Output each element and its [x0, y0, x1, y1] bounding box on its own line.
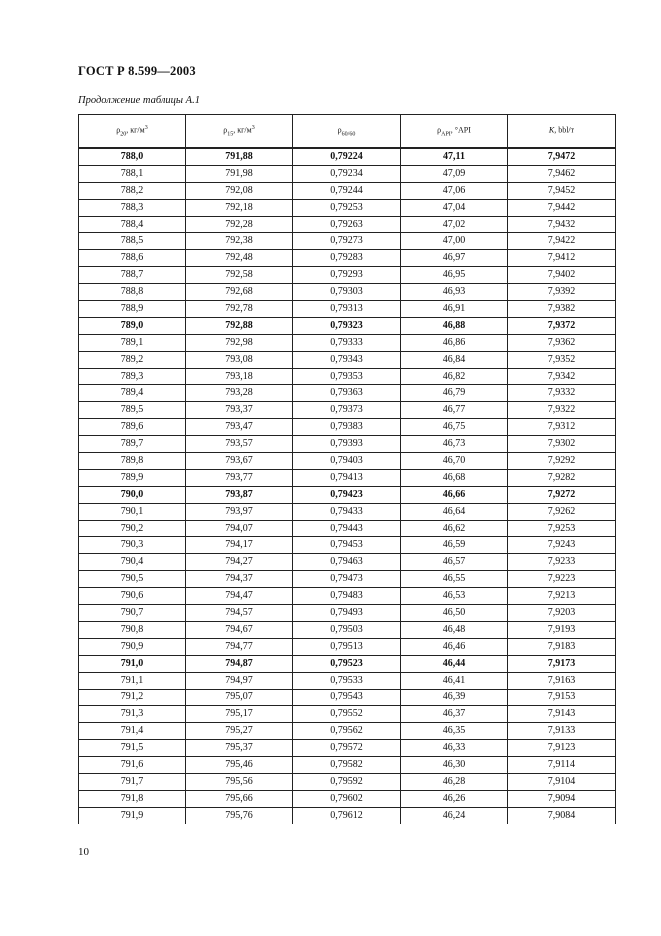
table-cell: 46,73	[401, 436, 508, 453]
table-cell: 793,87	[186, 486, 293, 503]
table-cell: 46,93	[401, 284, 508, 301]
table-cell: 791,6	[79, 757, 186, 774]
table-cell: 0,79433	[293, 503, 401, 520]
table-cell: 790,6	[79, 588, 186, 605]
table-cell: 46,84	[401, 351, 508, 368]
table-cell: 7,9392	[508, 284, 616, 301]
table-cell: 46,26	[401, 790, 508, 807]
table-cell: 46,24	[401, 807, 508, 823]
table-cell: 793,28	[186, 385, 293, 402]
table-cell: 789,1	[79, 334, 186, 351]
table-cell: 793,57	[186, 436, 293, 453]
table-cell: 46,86	[401, 334, 508, 351]
table-cell: 7,9143	[508, 706, 616, 723]
column-subscript: 20	[120, 131, 127, 138]
column-header	[293, 115, 401, 149]
table-row	[79, 605, 616, 622]
table-cell: 46,35	[401, 723, 508, 740]
table-cell: 0,79383	[293, 419, 401, 436]
table-cell: 47,06	[401, 182, 508, 199]
table-cell: 7,9402	[508, 267, 616, 284]
table-cell: 788,7	[79, 267, 186, 284]
column-unit: , bbl/т	[554, 125, 575, 135]
table-cell: 7,9422	[508, 233, 616, 250]
table-cell: 46,39	[401, 689, 508, 706]
table-row	[79, 419, 616, 436]
table-cell: 792,58	[186, 267, 293, 284]
table-row	[79, 723, 616, 740]
table-cell: 46,70	[401, 453, 508, 470]
table-row	[79, 182, 616, 199]
table-cell: 790,1	[79, 503, 186, 520]
table-cell: 7,9213	[508, 588, 616, 605]
table-cell: 794,27	[186, 554, 293, 571]
table-cell: 789,7	[79, 436, 186, 453]
table-cell: 0,79612	[293, 807, 401, 823]
table-cell: 0,79393	[293, 436, 401, 453]
table-cell: 791,8	[79, 790, 186, 807]
table-cell: 0,79602	[293, 790, 401, 807]
table-cell: 7,9312	[508, 419, 616, 436]
table-row	[79, 284, 616, 301]
table-cell: 0,79323	[293, 317, 401, 334]
table-cell: 0,79533	[293, 672, 401, 689]
table-cell: 794,37	[186, 571, 293, 588]
table-cell: 795,56	[186, 773, 293, 790]
table-cell: 46,46	[401, 638, 508, 655]
column-header	[401, 115, 508, 149]
table-row	[79, 250, 616, 267]
table-row	[79, 588, 616, 605]
table-cell: 7,9253	[508, 520, 616, 537]
table-cell: 46,88	[401, 317, 508, 334]
table-cell: 788,3	[79, 199, 186, 216]
table-row	[79, 520, 616, 537]
table-cell: 790,2	[79, 520, 186, 537]
table-cell: 792,18	[186, 199, 293, 216]
table-cell: 46,75	[401, 419, 508, 436]
table-cell: 7,9123	[508, 740, 616, 757]
table-row	[79, 537, 616, 554]
table-row	[79, 216, 616, 233]
table-cell: 46,91	[401, 301, 508, 318]
column-symbol: ρ	[223, 125, 228, 135]
table-cell: 794,67	[186, 621, 293, 638]
column-header	[508, 115, 616, 149]
table-cell: 794,47	[186, 588, 293, 605]
table-row	[79, 807, 616, 823]
table-cell: 788,0	[79, 148, 186, 165]
column-symbol: ρ	[116, 125, 121, 135]
table-caption: Продолжение таблицы А.1	[78, 95, 200, 106]
table-cell: 0,79353	[293, 368, 401, 385]
table-cell: 795,37	[186, 740, 293, 757]
table-cell: 46,48	[401, 621, 508, 638]
table-row	[79, 368, 616, 385]
table-cell: 7,9382	[508, 301, 616, 318]
table-cell: 791,4	[79, 723, 186, 740]
table-cell: 795,07	[186, 689, 293, 706]
table-cell: 7,9163	[508, 672, 616, 689]
table-cell: 788,2	[79, 182, 186, 199]
table-cell: 789,2	[79, 351, 186, 368]
table-cell: 46,57	[401, 554, 508, 571]
table-cell: 791,2	[79, 689, 186, 706]
table-cell: 790,8	[79, 621, 186, 638]
table-cell: 790,3	[79, 537, 186, 554]
table-cell: 7,9153	[508, 689, 616, 706]
table-cell: 792,38	[186, 233, 293, 250]
table-cell: 46,41	[401, 672, 508, 689]
table-cell: 0,79313	[293, 301, 401, 318]
table-row	[79, 621, 616, 638]
table-cell: 0,79343	[293, 351, 401, 368]
table-cell: 0,79463	[293, 554, 401, 571]
table-cell: 0,79234	[293, 165, 401, 182]
table-cell: 788,9	[79, 301, 186, 318]
table-cell: 7,9104	[508, 773, 616, 790]
table-cell: 7,9292	[508, 453, 616, 470]
table-cell: 7,9452	[508, 182, 616, 199]
table-cell: 47,09	[401, 165, 508, 182]
table-cell: 0,79423	[293, 486, 401, 503]
table-cell: 790,7	[79, 605, 186, 622]
table-cell: 792,88	[186, 317, 293, 334]
table-cell: 0,79293	[293, 267, 401, 284]
table-cell: 0,79483	[293, 588, 401, 605]
table-cell: 7,9442	[508, 199, 616, 216]
table-cell: 791,88	[186, 148, 293, 165]
table-cell: 47,00	[401, 233, 508, 250]
table-row	[79, 267, 616, 284]
table-cell: 7,9243	[508, 537, 616, 554]
column-superscript: 3	[144, 124, 148, 131]
table-cell: 7,9282	[508, 469, 616, 486]
table-cell: 788,1	[79, 165, 186, 182]
column-subscript: 60/60	[341, 131, 356, 138]
table-cell: 793,37	[186, 402, 293, 419]
table-cell: 0,79592	[293, 773, 401, 790]
table-row	[79, 436, 616, 453]
table-row	[79, 740, 616, 757]
table-cell: 792,78	[186, 301, 293, 318]
table-cell: 0,79283	[293, 250, 401, 267]
table-cell: 46,50	[401, 605, 508, 622]
table-cell: 0,79552	[293, 706, 401, 723]
table-cell: 46,82	[401, 368, 508, 385]
table-row	[79, 706, 616, 723]
table-cell: 791,7	[79, 773, 186, 790]
table-row	[79, 655, 616, 672]
table-cell: 0,79303	[293, 284, 401, 301]
page-number: 10	[78, 846, 89, 858]
table-cell: 795,66	[186, 790, 293, 807]
table-cell: 46,37	[401, 706, 508, 723]
document-header: ГОСТ Р 8.599—2003	[78, 64, 196, 78]
table-cell: 0,79224	[293, 148, 401, 165]
table-cell: 47,04	[401, 199, 508, 216]
table-cell: 46,66	[401, 486, 508, 503]
table-cell: 0,79273	[293, 233, 401, 250]
table-cell: 0,79373	[293, 402, 401, 419]
table-cell: 0,79473	[293, 571, 401, 588]
table-cell: 793,67	[186, 453, 293, 470]
table-cell: 792,68	[186, 284, 293, 301]
table-row	[79, 469, 616, 486]
table-row	[79, 554, 616, 571]
density-table	[78, 114, 616, 824]
table-cell: 0,79523	[293, 655, 401, 672]
table-cell: 793,08	[186, 351, 293, 368]
table-row	[79, 571, 616, 588]
table-cell: 794,77	[186, 638, 293, 655]
table-cell: 7,9302	[508, 436, 616, 453]
table-cell: 790,4	[79, 554, 186, 571]
table-cell: 789,8	[79, 453, 186, 470]
table-cell: 7,9342	[508, 368, 616, 385]
table-cell: 46,79	[401, 385, 508, 402]
table-cell: 7,9223	[508, 571, 616, 588]
table-cell: 7,9173	[508, 655, 616, 672]
column-subscript: 15	[227, 131, 234, 138]
table-cell: 46,55	[401, 571, 508, 588]
table-cell: 7,9362	[508, 334, 616, 351]
table-cell: 7,9233	[508, 554, 616, 571]
table-row	[79, 165, 616, 182]
column-header	[186, 115, 293, 149]
table-row	[79, 453, 616, 470]
table-cell: 788,6	[79, 250, 186, 267]
table-cell: 7,9084	[508, 807, 616, 823]
table-cell: 46,33	[401, 740, 508, 757]
table-row	[79, 233, 616, 250]
table-row	[79, 638, 616, 655]
table-cell: 791,3	[79, 706, 186, 723]
table-cell: 793,47	[186, 419, 293, 436]
table-cell: 788,8	[79, 284, 186, 301]
table-cell: 47,11	[401, 148, 508, 165]
table-header-row	[79, 115, 616, 149]
table-cell: 0,79562	[293, 723, 401, 740]
table-row	[79, 385, 616, 402]
table-cell: 7,9332	[508, 385, 616, 402]
table-row	[79, 689, 616, 706]
table-row	[79, 672, 616, 689]
table-cell: 7,9272	[508, 486, 616, 503]
table-row	[79, 402, 616, 419]
table-cell: 0,79403	[293, 453, 401, 470]
table-cell: 793,77	[186, 469, 293, 486]
table-cell: 790,0	[79, 486, 186, 503]
table-row	[79, 334, 616, 351]
table-cell: 790,9	[79, 638, 186, 655]
table-cell: 0,79582	[293, 757, 401, 774]
table-cell: 792,28	[186, 216, 293, 233]
table-cell: 794,17	[186, 537, 293, 554]
table-cell: 789,4	[79, 385, 186, 402]
table-cell: 46,77	[401, 402, 508, 419]
table-cell: 791,5	[79, 740, 186, 757]
table-cell: 0,79543	[293, 689, 401, 706]
table-cell: 0,79572	[293, 740, 401, 757]
column-symbol: ρ	[437, 125, 442, 135]
column-subscript: API	[441, 131, 451, 138]
table-cell: 46,53	[401, 588, 508, 605]
table-cell: 7,9094	[508, 790, 616, 807]
table-cell: 47,02	[401, 216, 508, 233]
table-row	[79, 486, 616, 503]
table-row	[79, 351, 616, 368]
table-cell: 7,9183	[508, 638, 616, 655]
table-cell: 0,79443	[293, 520, 401, 537]
table-cell: 795,46	[186, 757, 293, 774]
column-header	[79, 115, 186, 149]
table-cell: 7,9372	[508, 317, 616, 334]
table-cell: 7,9412	[508, 250, 616, 267]
table-cell: 793,97	[186, 503, 293, 520]
table-row	[79, 757, 616, 774]
table-row	[79, 199, 616, 216]
table-row	[79, 773, 616, 790]
table-cell: 790,5	[79, 571, 186, 588]
table-cell: 792,48	[186, 250, 293, 267]
table-row	[79, 790, 616, 807]
table-row	[79, 503, 616, 520]
table-cell: 7,9193	[508, 621, 616, 638]
table-cell: 46,28	[401, 773, 508, 790]
table-cell: 46,68	[401, 469, 508, 486]
table-cell: 789,6	[79, 419, 186, 436]
table-cell: 7,9114	[508, 757, 616, 774]
table-cell: 46,62	[401, 520, 508, 537]
table-cell: 0,79244	[293, 182, 401, 199]
table-cell: 789,5	[79, 402, 186, 419]
table-body	[79, 148, 616, 824]
table-cell: 791,1	[79, 672, 186, 689]
table-cell: 46,59	[401, 537, 508, 554]
column-symbol: ρ	[337, 125, 342, 135]
column-superscript: 3	[251, 124, 255, 131]
table-cell: 788,5	[79, 233, 186, 250]
table-cell: 7,9472	[508, 148, 616, 165]
table-cell: 789,3	[79, 368, 186, 385]
table-cell: 0,79413	[293, 469, 401, 486]
table-row	[79, 301, 616, 318]
table-cell: 7,9352	[508, 351, 616, 368]
table-cell: 0,79263	[293, 216, 401, 233]
table-cell: 46,95	[401, 267, 508, 284]
table-cell: 7,9322	[508, 402, 616, 419]
table-cell: 46,64	[401, 503, 508, 520]
table-row	[79, 317, 616, 334]
table-cell: 794,87	[186, 655, 293, 672]
table-cell: 791,9	[79, 807, 186, 823]
table-cell: 791,98	[186, 165, 293, 182]
table-cell: 7,9432	[508, 216, 616, 233]
table-cell: 46,44	[401, 655, 508, 672]
table-cell: 788,4	[79, 216, 186, 233]
column-symbol: K	[548, 125, 555, 135]
table-cell: 46,97	[401, 250, 508, 267]
table-cell: 795,27	[186, 723, 293, 740]
table-cell: 7,9203	[508, 605, 616, 622]
table-cell: 795,76	[186, 807, 293, 823]
column-unit: , °API	[450, 125, 471, 135]
table-row	[79, 148, 616, 165]
table-cell: 794,07	[186, 520, 293, 537]
table-cell: 794,57	[186, 605, 293, 622]
table-cell: 0,79253	[293, 199, 401, 216]
table-cell: 791,0	[79, 655, 186, 672]
table-cell: 7,9462	[508, 165, 616, 182]
table-cell: 46,30	[401, 757, 508, 774]
table-cell: 789,9	[79, 469, 186, 486]
table-cell: 0,79513	[293, 638, 401, 655]
table-cell: 793,18	[186, 368, 293, 385]
table-cell: 0,79453	[293, 537, 401, 554]
table-cell: 792,98	[186, 334, 293, 351]
column-unit: , кг/м	[233, 125, 252, 135]
column-unit: , кг/м	[126, 125, 145, 135]
table-cell: 0,79503	[293, 621, 401, 638]
table-cell: 792,08	[186, 182, 293, 199]
table-cell: 0,79333	[293, 334, 401, 351]
table-cell: 795,17	[186, 706, 293, 723]
table-cell: 789,0	[79, 317, 186, 334]
table-cell: 794,97	[186, 672, 293, 689]
table-cell: 7,9133	[508, 723, 616, 740]
table-cell: 0,79493	[293, 605, 401, 622]
table-cell: 0,79363	[293, 385, 401, 402]
table-cell: 7,9262	[508, 503, 616, 520]
